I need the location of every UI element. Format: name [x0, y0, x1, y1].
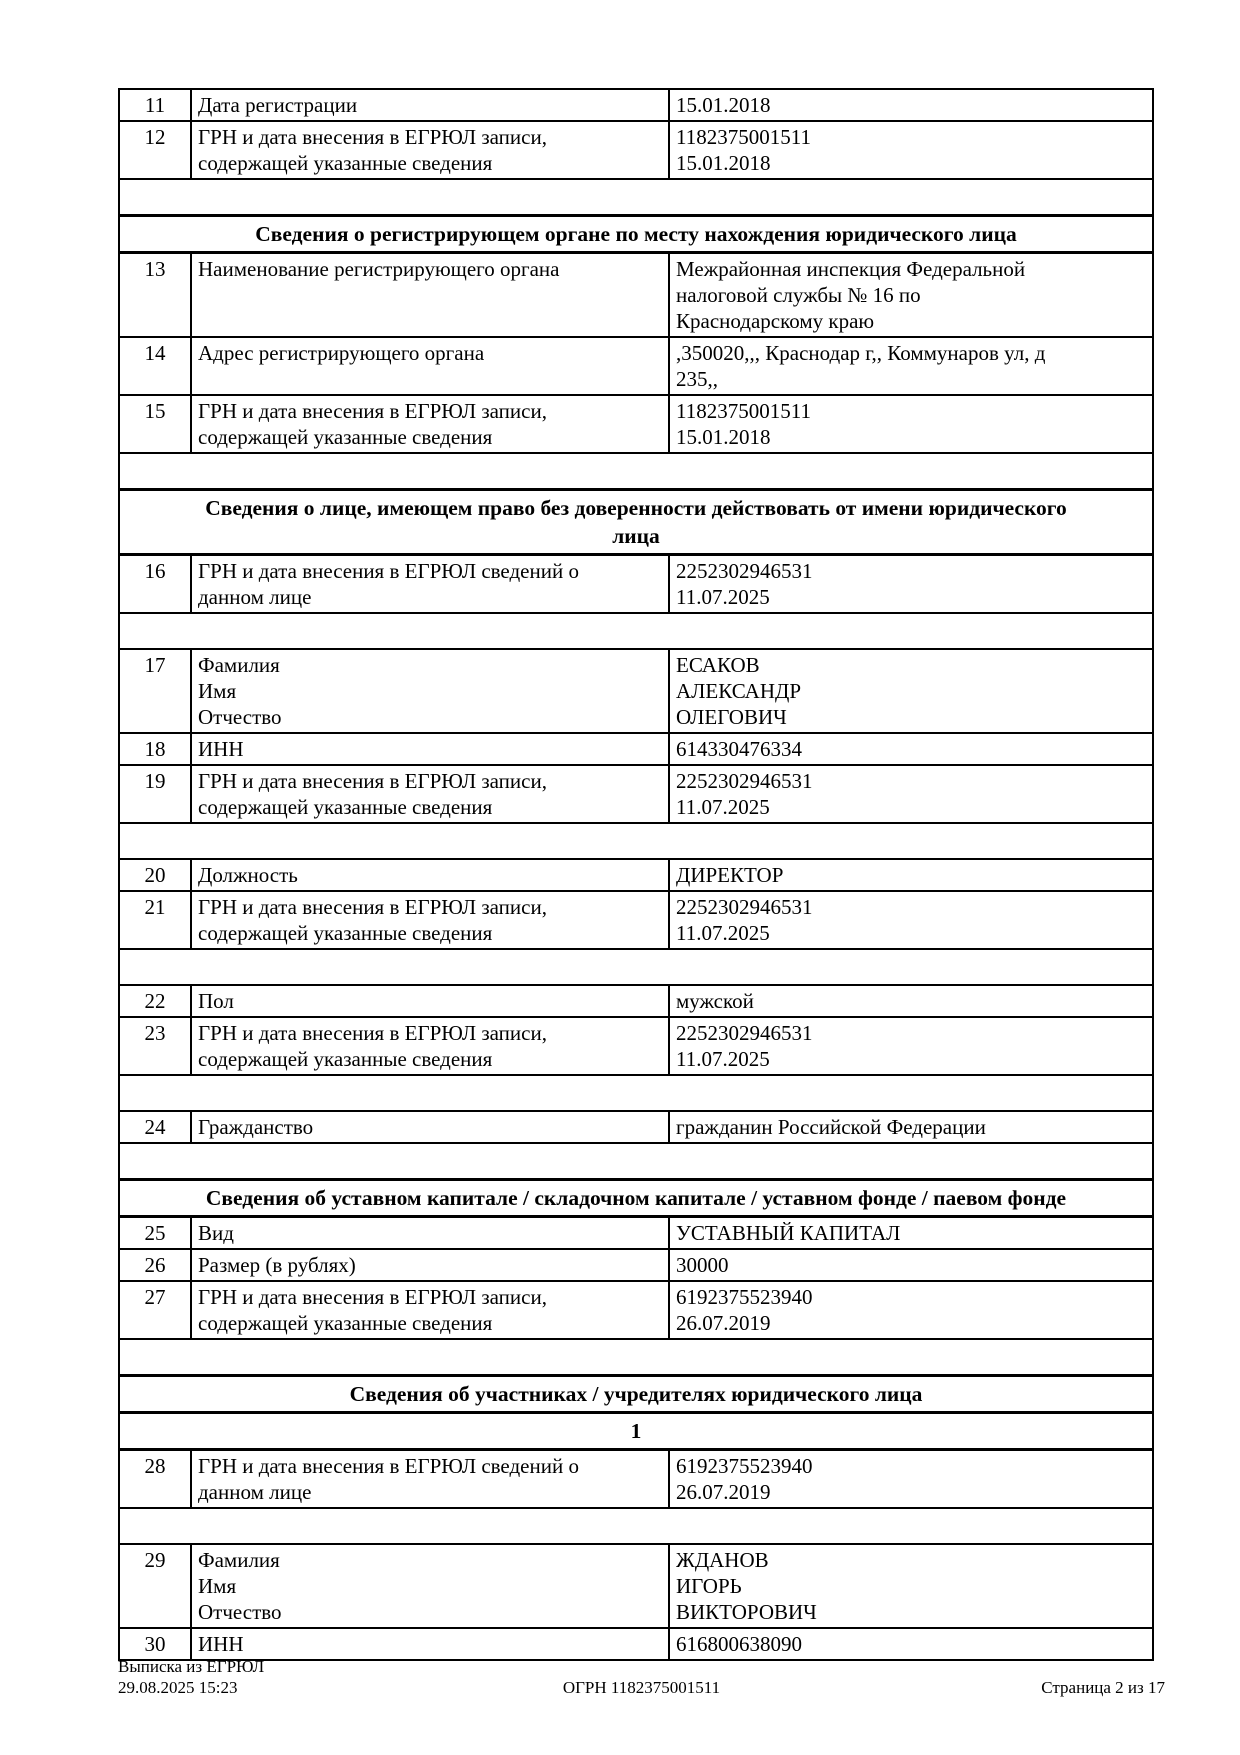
cell-line: 11.07.2025	[676, 1047, 770, 1071]
row-value-cell	[669, 1017, 1153, 1075]
cell-line: ЖДАНОВ	[676, 1548, 769, 1572]
table-row	[119, 89, 1153, 121]
row-label-cell	[191, 1544, 669, 1628]
page-footer	[118, 1656, 1165, 1698]
row-number-cell: 22	[119, 985, 191, 1017]
spacer-row	[119, 1508, 1153, 1544]
section-title	[119, 1180, 1153, 1217]
row-number-cell: 26	[119, 1249, 191, 1281]
row-value-cell	[669, 649, 1153, 733]
cell-line: Вид	[198, 1221, 234, 1245]
row-value-cell	[669, 1249, 1153, 1281]
row-label-cell	[191, 1450, 669, 1509]
spacer-row	[119, 613, 1153, 649]
cell-line: 15.01.2018	[676, 93, 771, 117]
cell-line: 30000	[676, 1253, 729, 1277]
cell-line: Фамилия	[198, 1548, 280, 1572]
row-value-cell	[669, 337, 1153, 395]
cell-line: лица	[612, 524, 660, 548]
cell-line: ГРН и дата внесения в ЕГРЮЛ записи,	[198, 399, 547, 423]
cell-line: Пол	[198, 989, 234, 1013]
spacer-cell	[119, 1339, 1153, 1376]
cell-line: Гражданство	[198, 1115, 314, 1139]
row-number-cell: 14	[119, 337, 191, 395]
footer-left-block	[118, 1656, 563, 1698]
row-label-cell	[191, 89, 669, 121]
row-value-cell	[669, 733, 1153, 765]
row-number-cell: 30	[119, 1628, 191, 1660]
table-row	[119, 1281, 1153, 1339]
section-header-row	[119, 1180, 1153, 1217]
cell-line: ГРН и дата внесения в ЕГРЮЛ записи,	[198, 125, 547, 149]
row-value-cell	[669, 253, 1153, 338]
row-label-cell	[191, 253, 669, 338]
cell-line: гражданин Российской Федерации	[676, 1115, 986, 1139]
cell-line: ВИКТОРОВИЧ	[676, 1600, 817, 1624]
cell-line: Должность	[198, 863, 298, 887]
table-row	[119, 337, 1153, 395]
cell-line: ГРН и дата внесения в ЕГРЮЛ записи,	[198, 769, 547, 793]
row-number-cell: 20	[119, 859, 191, 891]
table-row	[119, 1544, 1153, 1628]
row-number-cell: 15	[119, 395, 191, 453]
spacer-row	[119, 1339, 1153, 1376]
cell-line: 11.07.2025	[676, 795, 770, 819]
row-value-cell	[669, 985, 1153, 1017]
row-value-cell	[669, 1111, 1153, 1143]
row-value-cell	[669, 89, 1153, 121]
cell-line: налоговой службы № 16 по	[676, 283, 921, 307]
cell-line: Размер (в рублях)	[198, 1253, 356, 1277]
cell-line: ИНН	[198, 737, 244, 761]
row-label-cell	[191, 1281, 669, 1339]
row-value-cell	[669, 1450, 1153, 1509]
row-label-cell	[191, 891, 669, 949]
row-label-cell	[191, 555, 669, 614]
spacer-cell	[119, 1143, 1153, 1180]
section-header-row	[119, 216, 1153, 253]
cell-line: содержащей указанные сведения	[198, 425, 493, 449]
section-title	[119, 216, 1153, 253]
footer-page-number: Страница 2 из 17	[1041, 1678, 1165, 1697]
row-number-cell: 13	[119, 253, 191, 338]
row-value-cell	[669, 395, 1153, 453]
cell-line: ИНН	[198, 1632, 244, 1656]
cell-line: Сведения об уставном капитале / складочном капитале / уставном фонде / паевом фонде	[205, 1186, 1067, 1210]
cell-line: 11.07.2025	[676, 921, 770, 945]
cell-line: Дата регистрации	[198, 93, 358, 117]
cell-line: мужской	[676, 989, 754, 1013]
row-number-cell: 27	[119, 1281, 191, 1339]
table-row	[119, 985, 1153, 1017]
cell-line: ГРН и дата внесения в ЕГРЮЛ сведений о	[198, 1454, 579, 1478]
cell-line: содержащей указанные сведения	[198, 795, 493, 819]
cell-line: ЕСАКОВ	[676, 653, 760, 677]
row-number-cell: 19	[119, 765, 191, 823]
table-row	[119, 649, 1153, 733]
row-label-cell	[191, 1217, 669, 1250]
row-label-cell	[191, 337, 669, 395]
cell-line: содержащей указанные сведения	[198, 1047, 493, 1071]
cell-line: 6192375523940	[676, 1454, 813, 1478]
cell-line: Фамилия	[198, 653, 280, 677]
cell-line: содержащей указанные сведения	[198, 921, 493, 945]
table-row	[119, 733, 1153, 765]
cell-line: ГРН и дата внесения в ЕГРЮЛ записи,	[198, 895, 547, 919]
row-label-cell	[191, 1017, 669, 1075]
row-label-cell	[191, 985, 669, 1017]
section-title	[119, 490, 1153, 555]
cell-line: 1	[630, 1419, 642, 1443]
table-row	[119, 1217, 1153, 1250]
section-header-row	[119, 1376, 1153, 1413]
row-number-cell: 29	[119, 1544, 191, 1628]
table-row	[119, 1111, 1153, 1143]
table-row	[119, 891, 1153, 949]
row-value-cell	[669, 121, 1153, 179]
cell-line: 1182375001511	[676, 399, 811, 423]
table-row	[119, 555, 1153, 614]
spacer-row	[119, 949, 1153, 985]
row-label-cell	[191, 765, 669, 823]
row-value-cell	[669, 1217, 1153, 1250]
row-label-cell	[191, 121, 669, 179]
cell-line: 2252302946531	[676, 895, 813, 919]
subsection-title	[119, 1413, 1153, 1450]
table-row	[119, 395, 1153, 453]
row-label-cell	[191, 1111, 669, 1143]
table-row	[119, 1017, 1153, 1075]
spacer-cell	[119, 179, 1153, 216]
cell-line: Межрайонная инспекция Федеральной	[676, 257, 1026, 281]
spacer-cell	[119, 1508, 1153, 1544]
row-number-cell: 28	[119, 1450, 191, 1509]
footer-ogrn: ОГРН 1182375001511	[562, 1678, 721, 1697]
cell-line: 235,,	[676, 367, 718, 391]
cell-line: ГРН и дата внесения в ЕГРЮЛ записи,	[198, 1285, 547, 1309]
cell-line: ГРН и дата внесения в ЕГРЮЛ сведений о	[198, 559, 579, 583]
row-number-cell: 25	[119, 1217, 191, 1250]
cell-line: Наименование регистрирующего органа	[198, 257, 560, 281]
spacer-cell	[119, 949, 1153, 985]
cell-line: Сведения о лице, имеющем право без доверенности действовать от имени юридического	[205, 496, 1067, 520]
table-row	[119, 1249, 1153, 1281]
footer-doc-type: Выписка из ЕГРЮЛ	[118, 1657, 265, 1676]
cell-line: 6192375523940	[676, 1285, 813, 1309]
cell-line: 26.07.2019	[676, 1480, 771, 1504]
row-number-cell: 18	[119, 733, 191, 765]
egrul-table-body	[119, 89, 1153, 1660]
row-label-cell	[191, 395, 669, 453]
cell-line: 616800638090	[676, 1632, 802, 1656]
cell-line: Сведения о регистрирующем органе по месту нахождения юридического лица	[255, 222, 1017, 246]
table-row	[119, 1450, 1153, 1509]
spacer-cell	[119, 823, 1153, 859]
subsection-header-row	[119, 1413, 1153, 1450]
row-label-cell	[191, 733, 669, 765]
cell-line: содержащей указанные сведения	[198, 1311, 493, 1335]
spacer-cell	[119, 453, 1153, 490]
row-value-cell	[669, 555, 1153, 614]
row-label-cell	[191, 859, 669, 891]
egrul-table	[118, 88, 1154, 1661]
cell-line: 2252302946531	[676, 559, 813, 583]
row-number-cell: 21	[119, 891, 191, 949]
cell-line: Имя	[198, 679, 237, 703]
cell-line: данном лице	[198, 1480, 312, 1504]
cell-line: Краснодарскому краю	[676, 309, 875, 333]
cell-line: АЛЕКСАНДР	[676, 679, 802, 703]
row-number-cell: 24	[119, 1111, 191, 1143]
cell-line: 11.07.2025	[676, 585, 770, 609]
row-label-cell	[191, 649, 669, 733]
section-header-row	[119, 490, 1153, 555]
footer-generated-timestamp: 29.08.2025 15:23	[118, 1678, 238, 1697]
cell-line: Отчество	[198, 1600, 282, 1624]
row-value-cell	[669, 1281, 1153, 1339]
row-number-cell: 17	[119, 649, 191, 733]
table-row	[119, 253, 1153, 338]
cell-line: Имя	[198, 1574, 237, 1598]
row-value-cell	[669, 765, 1153, 823]
cell-line: Сведения об участниках / учредителях юридического лица	[349, 1382, 923, 1406]
row-value-cell	[669, 1544, 1153, 1628]
spacer-row	[119, 453, 1153, 490]
row-number-cell: 23	[119, 1017, 191, 1075]
cell-line: 2252302946531	[676, 1021, 813, 1045]
spacer-cell	[119, 613, 1153, 649]
spacer-cell	[119, 1075, 1153, 1111]
row-value-cell	[669, 891, 1153, 949]
cell-line: ИГОРЬ	[676, 1574, 742, 1598]
table-row	[119, 765, 1153, 823]
row-number-cell: 16	[119, 555, 191, 614]
cell-line: 15.01.2018	[676, 151, 771, 175]
cell-line: 1182375001511	[676, 125, 811, 149]
cell-line: ДИРЕКТОР	[676, 863, 784, 887]
table-row	[119, 121, 1153, 179]
cell-line: ,350020,,, Краснодар г,, Коммунаров ул, д	[676, 341, 1046, 365]
cell-line: 26.07.2019	[676, 1311, 771, 1335]
row-value-cell	[669, 859, 1153, 891]
cell-line: УСТАВНЫЙ КАПИТАЛ	[676, 1221, 901, 1245]
cell-line: 614330476334	[676, 737, 802, 761]
cell-line: ОЛЕГОВИЧ	[676, 705, 787, 729]
cell-line: содержащей указанные сведения	[198, 151, 493, 175]
section-title	[119, 1376, 1153, 1413]
spacer-row	[119, 1143, 1153, 1180]
cell-line: 2252302946531	[676, 769, 813, 793]
cell-line: ГРН и дата внесения в ЕГРЮЛ записи,	[198, 1021, 547, 1045]
spacer-row	[119, 1075, 1153, 1111]
spacer-row	[119, 823, 1153, 859]
cell-line: данном лице	[198, 585, 312, 609]
cell-line: 15.01.2018	[676, 425, 771, 449]
table-row	[119, 859, 1153, 891]
cell-line: Отчество	[198, 705, 282, 729]
row-label-cell	[191, 1249, 669, 1281]
row-number-cell: 12	[119, 121, 191, 179]
row-number-cell: 11	[119, 89, 191, 121]
cell-line: Адрес регистрирующего органа	[198, 341, 485, 365]
spacer-row	[119, 179, 1153, 216]
